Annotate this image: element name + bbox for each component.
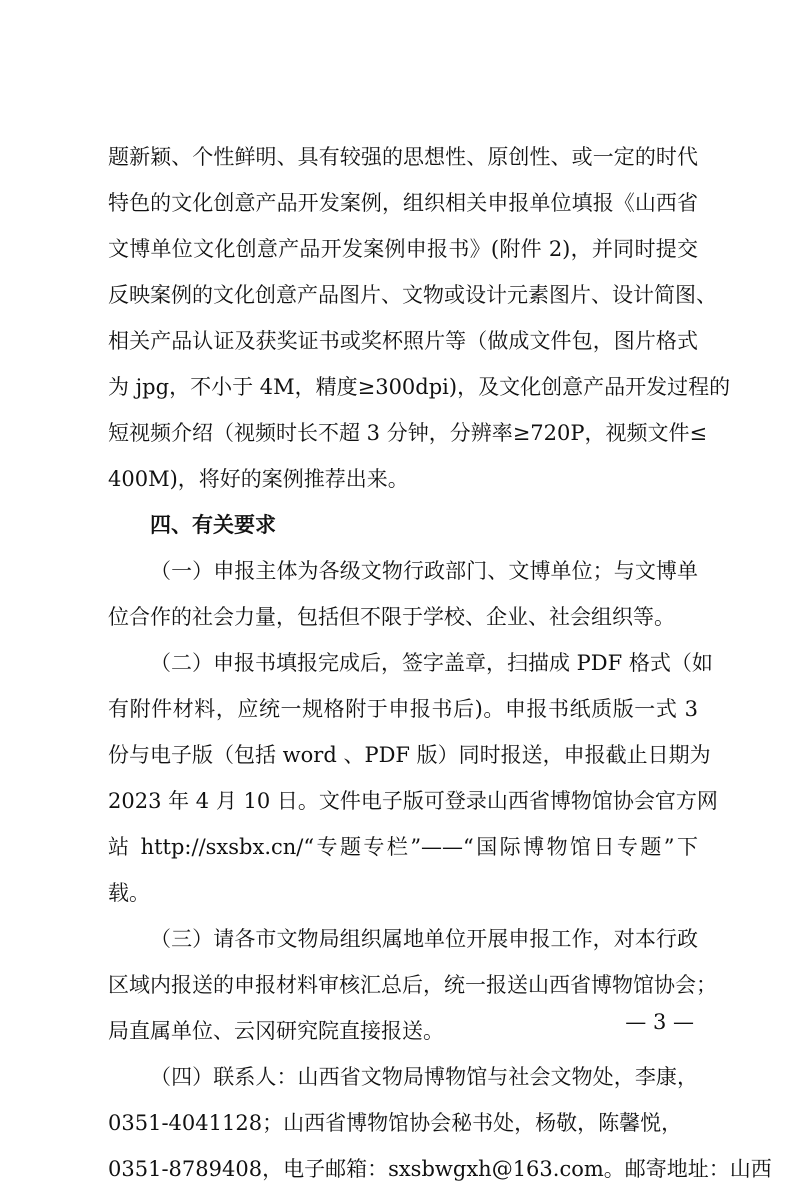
item4-line: 0351-8789408，电子邮箱：sxsbwgxh@163.com。邮寄地址：山西 <box>108 1157 772 1181</box>
body-line: 400M)，将好的案例推荐出来。 <box>108 467 409 491</box>
item2-line: 2023 年 4 月 10 日。文件电子版可登录山西省博物馆协会官方网 <box>108 789 718 813</box>
body-line: 题新颖、个性鲜明、具有较强的思想性、原创性、或一定的时代 <box>108 145 698 169</box>
item4-line: （四）联系人：山西省文物局博物馆与社会文物处，李康， <box>150 1065 698 1089</box>
body-line: 相关产品认证及获奖证书或奖杯照片等（做成文件包，图片格式 <box>108 329 698 353</box>
item2-line: 份与电子版（包括 word 、PDF 版）同时报送，申报截止日期为 <box>108 743 711 767</box>
item3-line: 区域内报送的申报材料审核汇总后，统一报送山西省博物馆协会； <box>108 973 717 997</box>
item2-line: 有附件材料，应统一规格附于申报书后)。申报书纸质版一式 3 <box>108 697 698 721</box>
item4-line: 0351-4041128；山西省博物馆协会秘书处，杨敬，陈馨悦， <box>108 1111 683 1135</box>
item1-line: 位合作的社会力量，包括但不限于学校、企业、社会组织等。 <box>108 605 675 629</box>
body-line: 反映案例的文化创意产品图片、文物或设计元素图片、设计简图、 <box>108 283 717 307</box>
item2-line: 站 http://sxsbx.cn/“专题专栏”——“国际博物馆日专题”下 <box>108 835 698 859</box>
item3-line: （三）请各市文物局组织属地单位开展申报工作，对本行政 <box>150 927 698 951</box>
body-line: 文博单位文化创意产品开发案例申报书》(附件 2)，并同时提交 <box>108 237 698 261</box>
page-number: — 3 — <box>625 1010 694 1034</box>
item2-line: 载。 <box>108 881 150 905</box>
item3-line: 局直属单位、云冈研究院直接报送。 <box>108 1019 444 1043</box>
document-body <box>108 134 772 1192</box>
item2-line: （二）申报书填报完成后，签字盖章，扫描成 PDF 格式（如 <box>150 651 713 675</box>
body-line: 短视频介绍（视频时长不超 3 分钟，分辨率≥720P，视频文件≤ <box>108 421 708 445</box>
body-line: 为 jpg，不小于 4M，精度≥300dpi)，及文化创意产品开发过程的 <box>108 375 731 399</box>
section-heading: 四、有关要求 <box>150 513 276 537</box>
body-line: 特色的文化创意产品开发案例，组织相关申报单位填报《山西省 <box>108 191 698 215</box>
item1-line: （一）申报主体为各级文物行政部门、文博单位；与文博单 <box>150 559 698 583</box>
